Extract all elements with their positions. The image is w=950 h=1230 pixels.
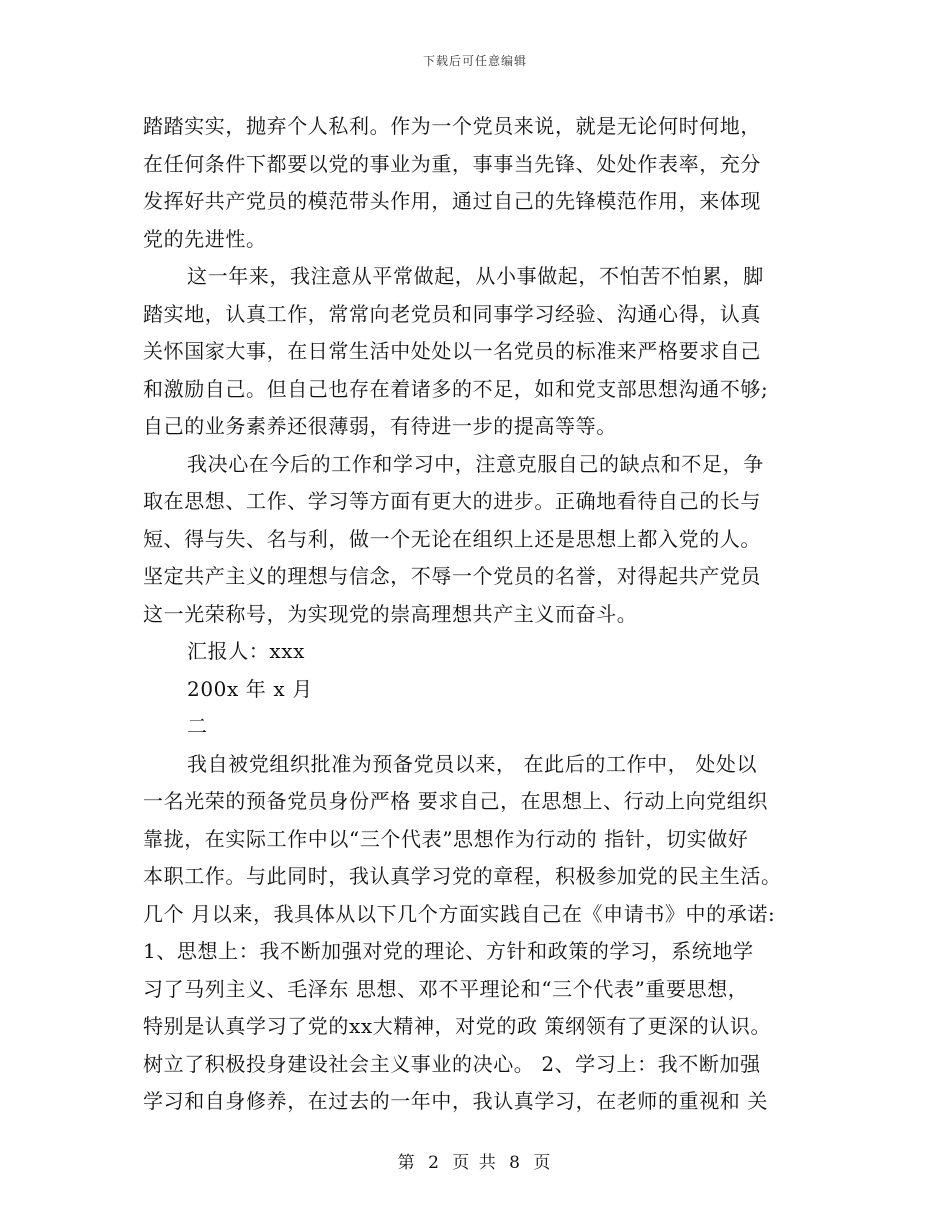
page-header: 下载后可任意编辑: [422, 54, 527, 68]
text-line: 党的先进性。: [143, 226, 267, 251]
total-pages-number: 8: [509, 1153, 522, 1173]
text-line: 二: [187, 714, 208, 738]
text-line: 树立了积极投身建设社会主义事业的决心。 2、学习上：我不断加强: [143, 1051, 761, 1076]
text-line: 踏实地，认真工作，常常向老党员和同事学习经验、沟通心得，认真: [143, 301, 761, 326]
text-line: 自己的业务素养还很薄弱，有待进一步的提高等等。: [143, 414, 617, 438]
text-line: 我决心在今后的工作和学习中，注意克服自己的缺点和不足，争: [187, 451, 764, 476]
footer-prefix: 第: [397, 1153, 417, 1173]
text-line: 本职工作。与此同时，我认真学习党的章程，积极参加党的民主生活。: [143, 864, 782, 888]
text-line: 坚定共产主义的理想与信念，不辱一个党员的名誉，对得起共产党员: [143, 564, 761, 588]
text-line: 特别是认真学习了党的xx大精神，对党的政 策纲领有了更深的认识。: [143, 1014, 772, 1038]
text-line: 一名光荣的预备党员身份严格 要求自己，在思想上、行动上向党组织: [143, 789, 768, 813]
text-line: 我自被党组织批准为预备党员以来， 在此后的工作中， 处处以: [187, 751, 758, 776]
text-line: 习了马列主义、毛泽东 思想、邓不平理论和“三个代表”重要思想，: [143, 976, 749, 1001]
text-line: 在任何条件下都要以党的事业为重，事事当先锋、处处作表率，充分: [143, 151, 761, 176]
text-line: 短、得与失、名与利，做一个无论在组织上还是思想上都入党的人。: [143, 526, 761, 551]
text-line: 关怀国家大事，在日常生活中处处以一名党员的标准来严格要求自己: [143, 339, 761, 363]
page-footer: [0, 1148, 950, 1173]
text-line: 踏踏实实，抛弃个人私利。作为一个党员来说，就是无论何时何地，: [143, 114, 761, 138]
body-text: [143, 108, 815, 1121]
text-line: 发挥好共产党员的模范带头作用，通过自己的先锋模范作用，来体现: [143, 189, 761, 213]
text-line: 学习和自身修养，在过去的一年中，我认真学习，在老师的重视和 关: [143, 1089, 768, 1113]
text-line: 这一光荣称号，为实现党的崇高理想共产主义而奋斗。: [143, 601, 638, 626]
text-line: 和激励自己。但自己也存在着诸多的不足，如和党支部思想沟通不够;: [143, 376, 769, 401]
current-page-number: 2: [428, 1153, 441, 1173]
text-line: 取在思想、工作、学习等方面有更大的进步。正确地看待自己的长与: [143, 489, 761, 513]
text-line: 汇报人：xxx: [187, 639, 306, 663]
footer-suffix: 页: [533, 1153, 553, 1173]
text-line: 这一年来，我注意从平常做起，从小事做起，不怕苦不怕累，脚: [187, 264, 764, 288]
text-line: 1、思想上：我不断加强对党的理论、方针和政策的学习，系统地学: [143, 939, 754, 963]
text-line: 几个 月以来，我具体从以下几个方面实践自己在《申请书》中的承诺:: [143, 901, 776, 926]
footer-middle: 页 共: [452, 1153, 498, 1173]
text-line: 靠拢，在实际工作中以“三个代表”思想作为行动的 指针，切实做好: [143, 826, 749, 851]
text-line: 200x 年 x 月: [187, 676, 313, 701]
